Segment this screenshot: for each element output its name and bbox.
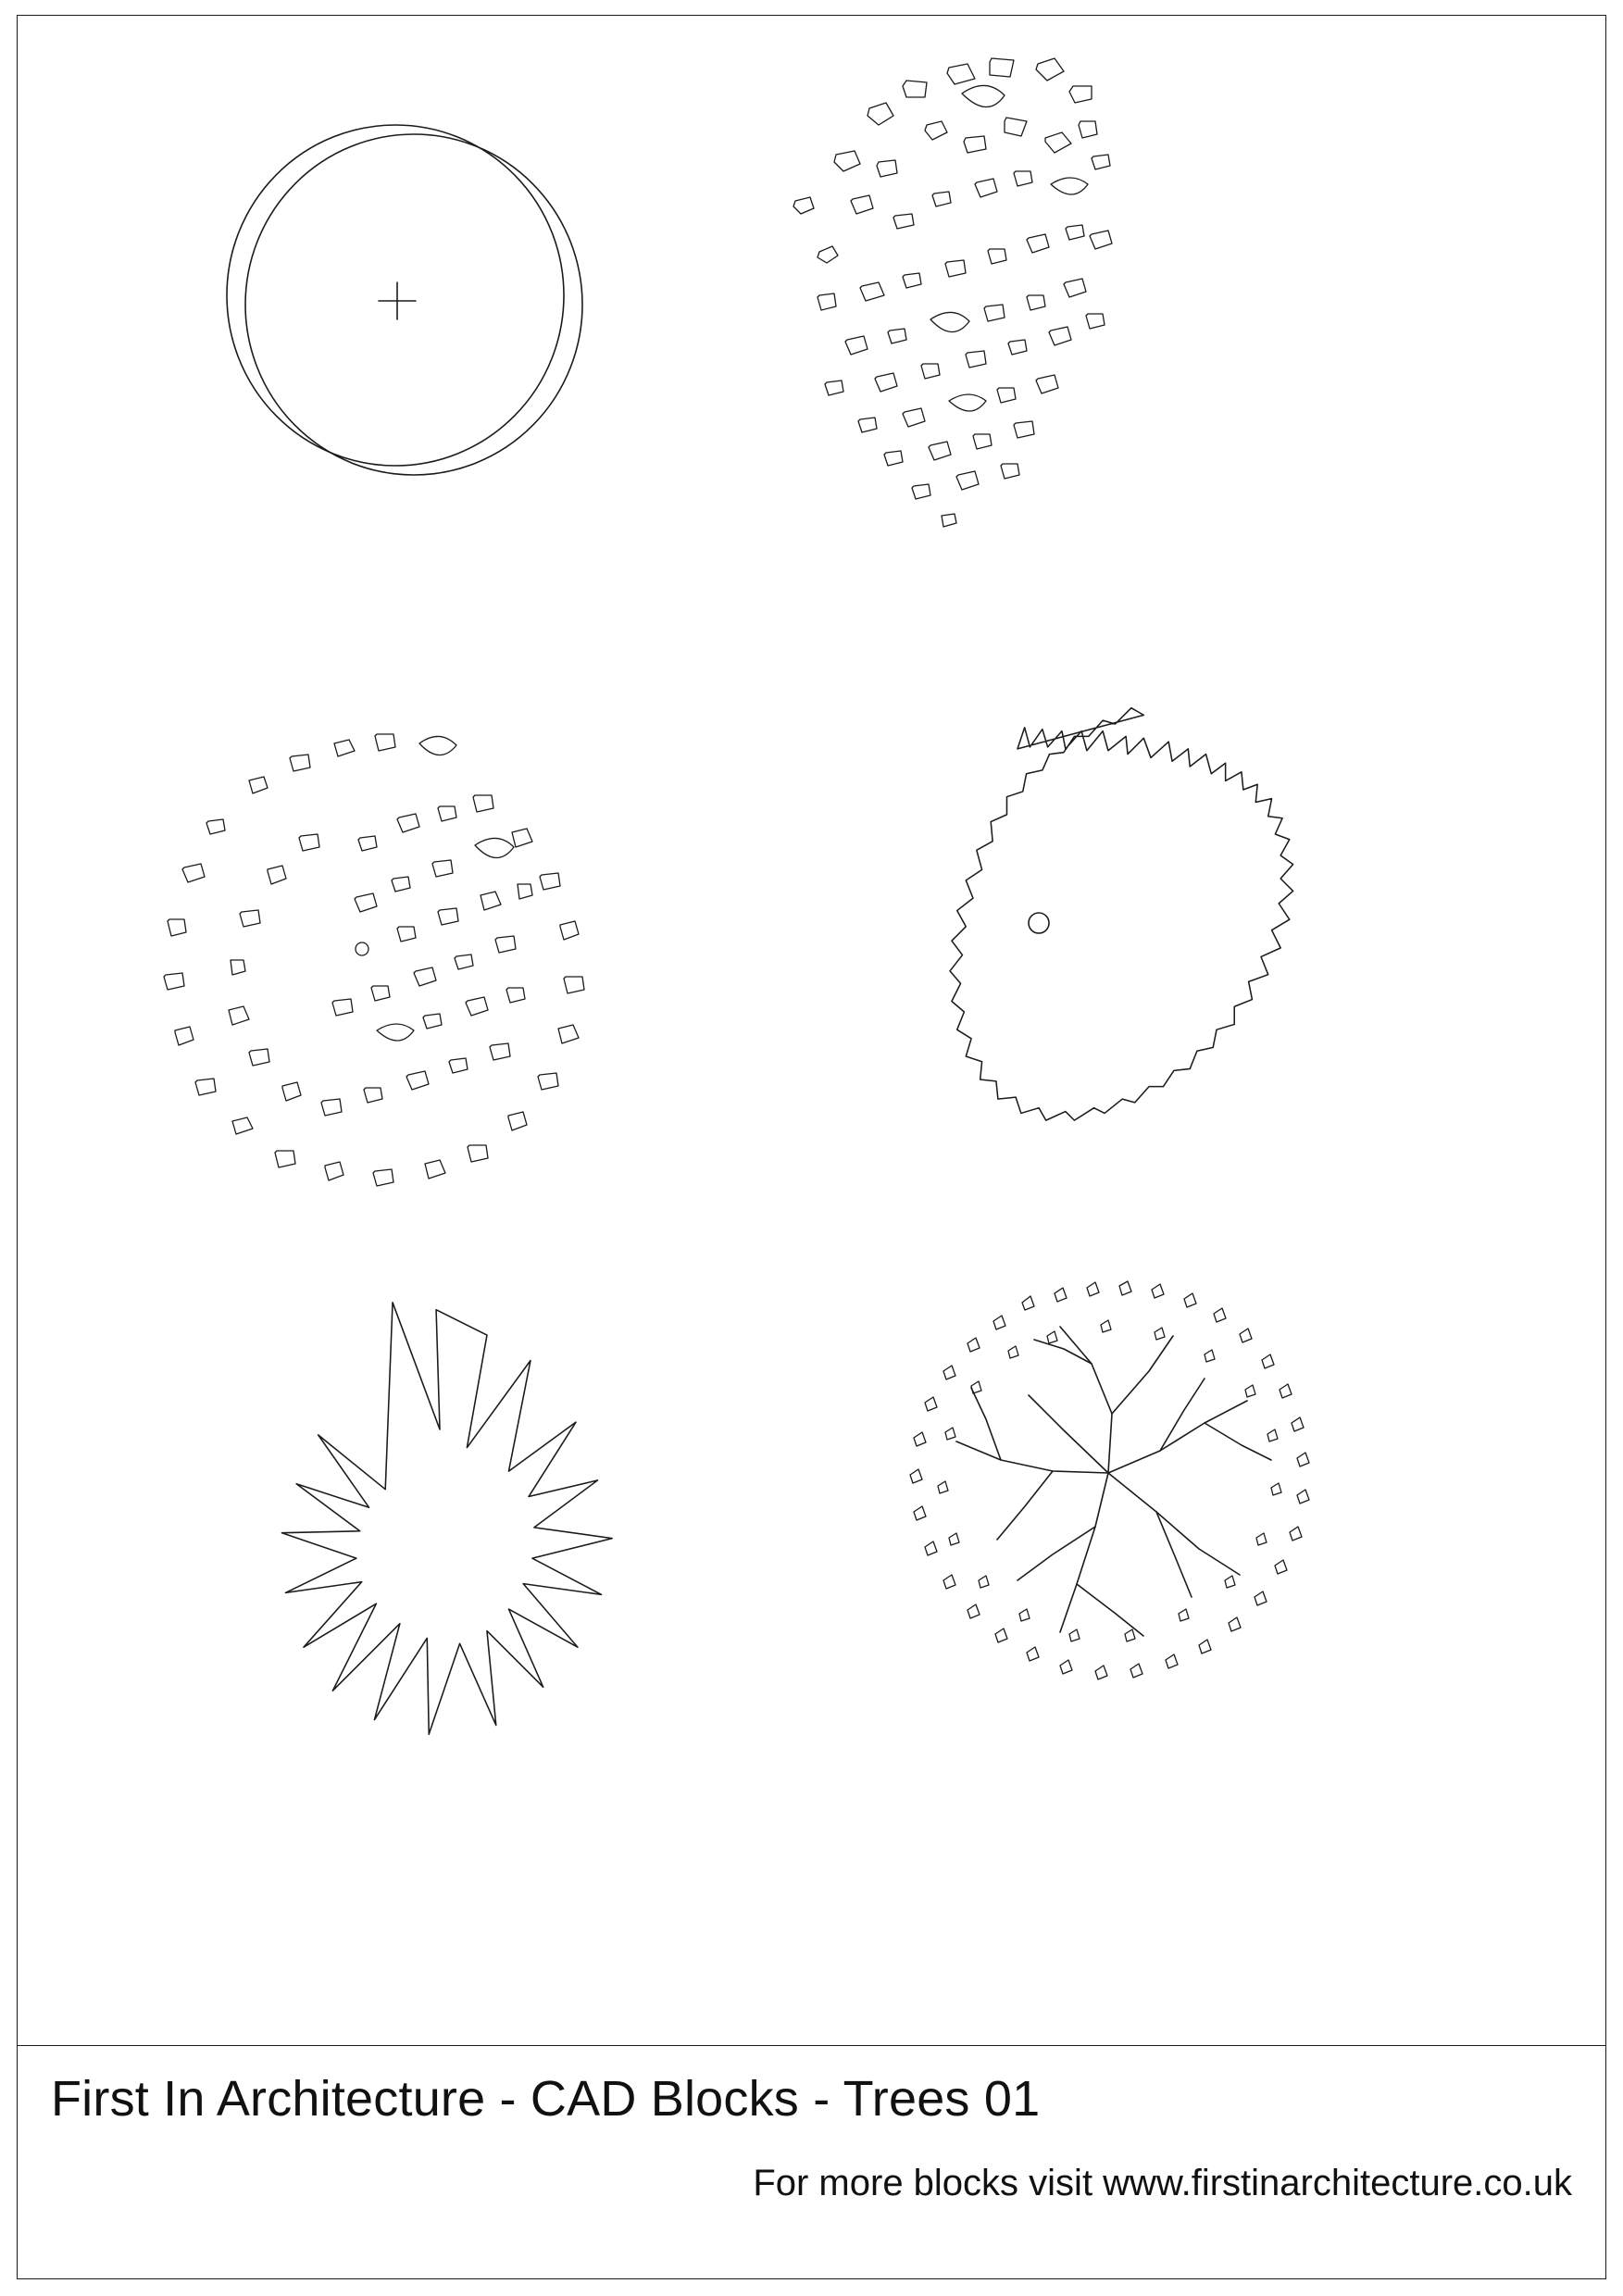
tree-block-double-circle <box>147 53 795 682</box>
tree-block-foliage-ring <box>129 664 777 1293</box>
sheet-subtitle: For more blocks visit www.firstinarchitecture.co.uk <box>753 2163 1572 2203</box>
tree-block-starburst <box>156 1275 805 1904</box>
cloud-outline-canopy-icon <box>768 664 1416 1293</box>
tree-block-cloud-outline <box>768 664 1416 1293</box>
speckled-canopy-icon <box>768 53 1416 682</box>
tree-block-branching <box>786 1275 1434 1904</box>
starburst-canopy-icon <box>156 1275 805 1904</box>
tree-block-grid <box>18 16 1605 2045</box>
crescent-canopy-icon <box>129 664 777 1293</box>
title-block <box>18 2045 1605 2278</box>
drawing-area <box>18 16 1605 2045</box>
tree-block-foliage-speckle <box>768 53 1416 682</box>
double-circle-icon <box>147 53 795 682</box>
sheet-title: First In Architecture - CAD Blocks - Trees 01 <box>51 2071 1041 2127</box>
branching-canopy-icon <box>786 1275 1434 1904</box>
